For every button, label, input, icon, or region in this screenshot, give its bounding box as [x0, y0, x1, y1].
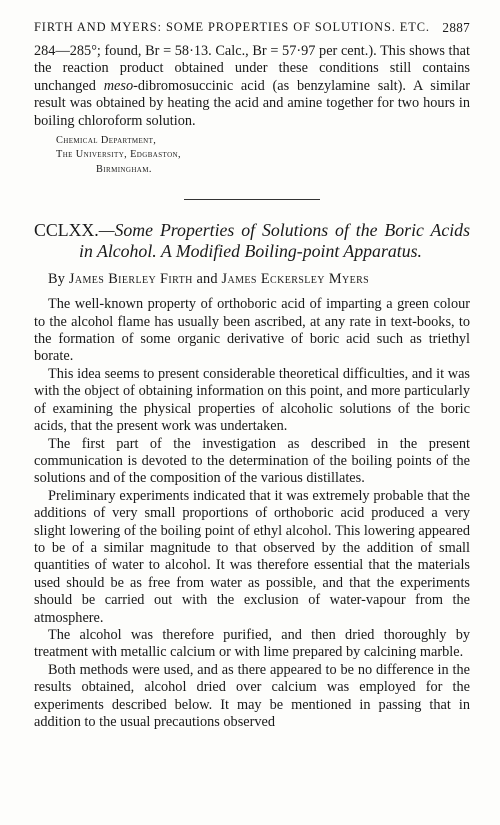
affiliation [56, 134, 470, 177]
body-paragraph-5: The alcohol was therefore purified, and then dried thoroughly by treatment with metallic calcium or with lime prepared by calcining marble. [34, 626, 470, 661]
body-paragraph-6: Both methods were used, and as there appeared to be no difference in the results obtained, alcohol dried over calcium was employed for the experiments described below. It may be mentioned in passing that in addition to the usual precautions observed [34, 661, 470, 730]
section-divider [184, 199, 320, 200]
running-title: FIRTH AND MYERS: SOME PROPERTIES OF SOLUTIONS. ETC. [34, 20, 430, 34]
affiliation-line-2: The University, Edgbaston, [56, 149, 181, 161]
running-head [34, 20, 470, 36]
body-paragraph-4: Preliminary experiments indicated that it was extremely probable that the additions of very small proportions of orthoboric acid produced a very slight lowering of the boiling point of ethyl alcohol. This lowering appeared to be of a similar magnitude to that observed by the addition of small quantities of water to alcohol. It was therefore essential that the materials used should be as free from water as possible, and that the experiments should be carried out with the exclusion of water-vapour from the atmosphere. [34, 487, 470, 626]
affiliation-line-3: Birmingham. [96, 163, 152, 175]
preceding-paragraph: 284—285°; found, Br = 58·13. Calc., Br = 57·97 per cent.). This shows that the reaction product obtained under these conditions still contains unchanged meso-dibromosuccinic acid (as benzylamine salt). A similar result was obtained by heating the acid and amine together for two hours in boiling chloroform solution. [34, 43, 470, 129]
author-myers: James Eckersley Myers [221, 271, 370, 288]
affiliation-line-1: Chemical Department, [56, 135, 157, 147]
byline [48, 271, 470, 288]
article-title [34, 220, 470, 262]
body-paragraph-2: This idea seems to present considerable theoretical difficulties, and it was with the object of obtaining information on this point, and more particularly of examining the physical properties of alcoholic solutions of the boric acids, that the present work was undertaken. [34, 365, 470, 435]
article-number: CCLXX. [34, 220, 99, 241]
byline-by: By [48, 271, 66, 288]
author-firth: James Bierley Firth [68, 271, 193, 288]
byline-and: and [196, 271, 218, 288]
page-body [34, 43, 470, 731]
body-paragraph-3: The first part of the investigation as described in the present communication is devoted to the determination of the boiling points of the solutions and of the composition of the various distillates. [34, 435, 470, 487]
page-number: 2887 [442, 20, 470, 35]
article-title-text: —Some Properties of Solutions of the Boric Acids in Alcohol. A Modified Boiling-point Apparatus. [79, 220, 470, 262]
body-paragraph-1: The well-known property of orthoboric acid of imparting a green colour to the alcohol flame has usually been ascribed, at any rate in text-books, to the formation of some organic derivative of boric acid such as triethyl borate. [34, 296, 470, 365]
